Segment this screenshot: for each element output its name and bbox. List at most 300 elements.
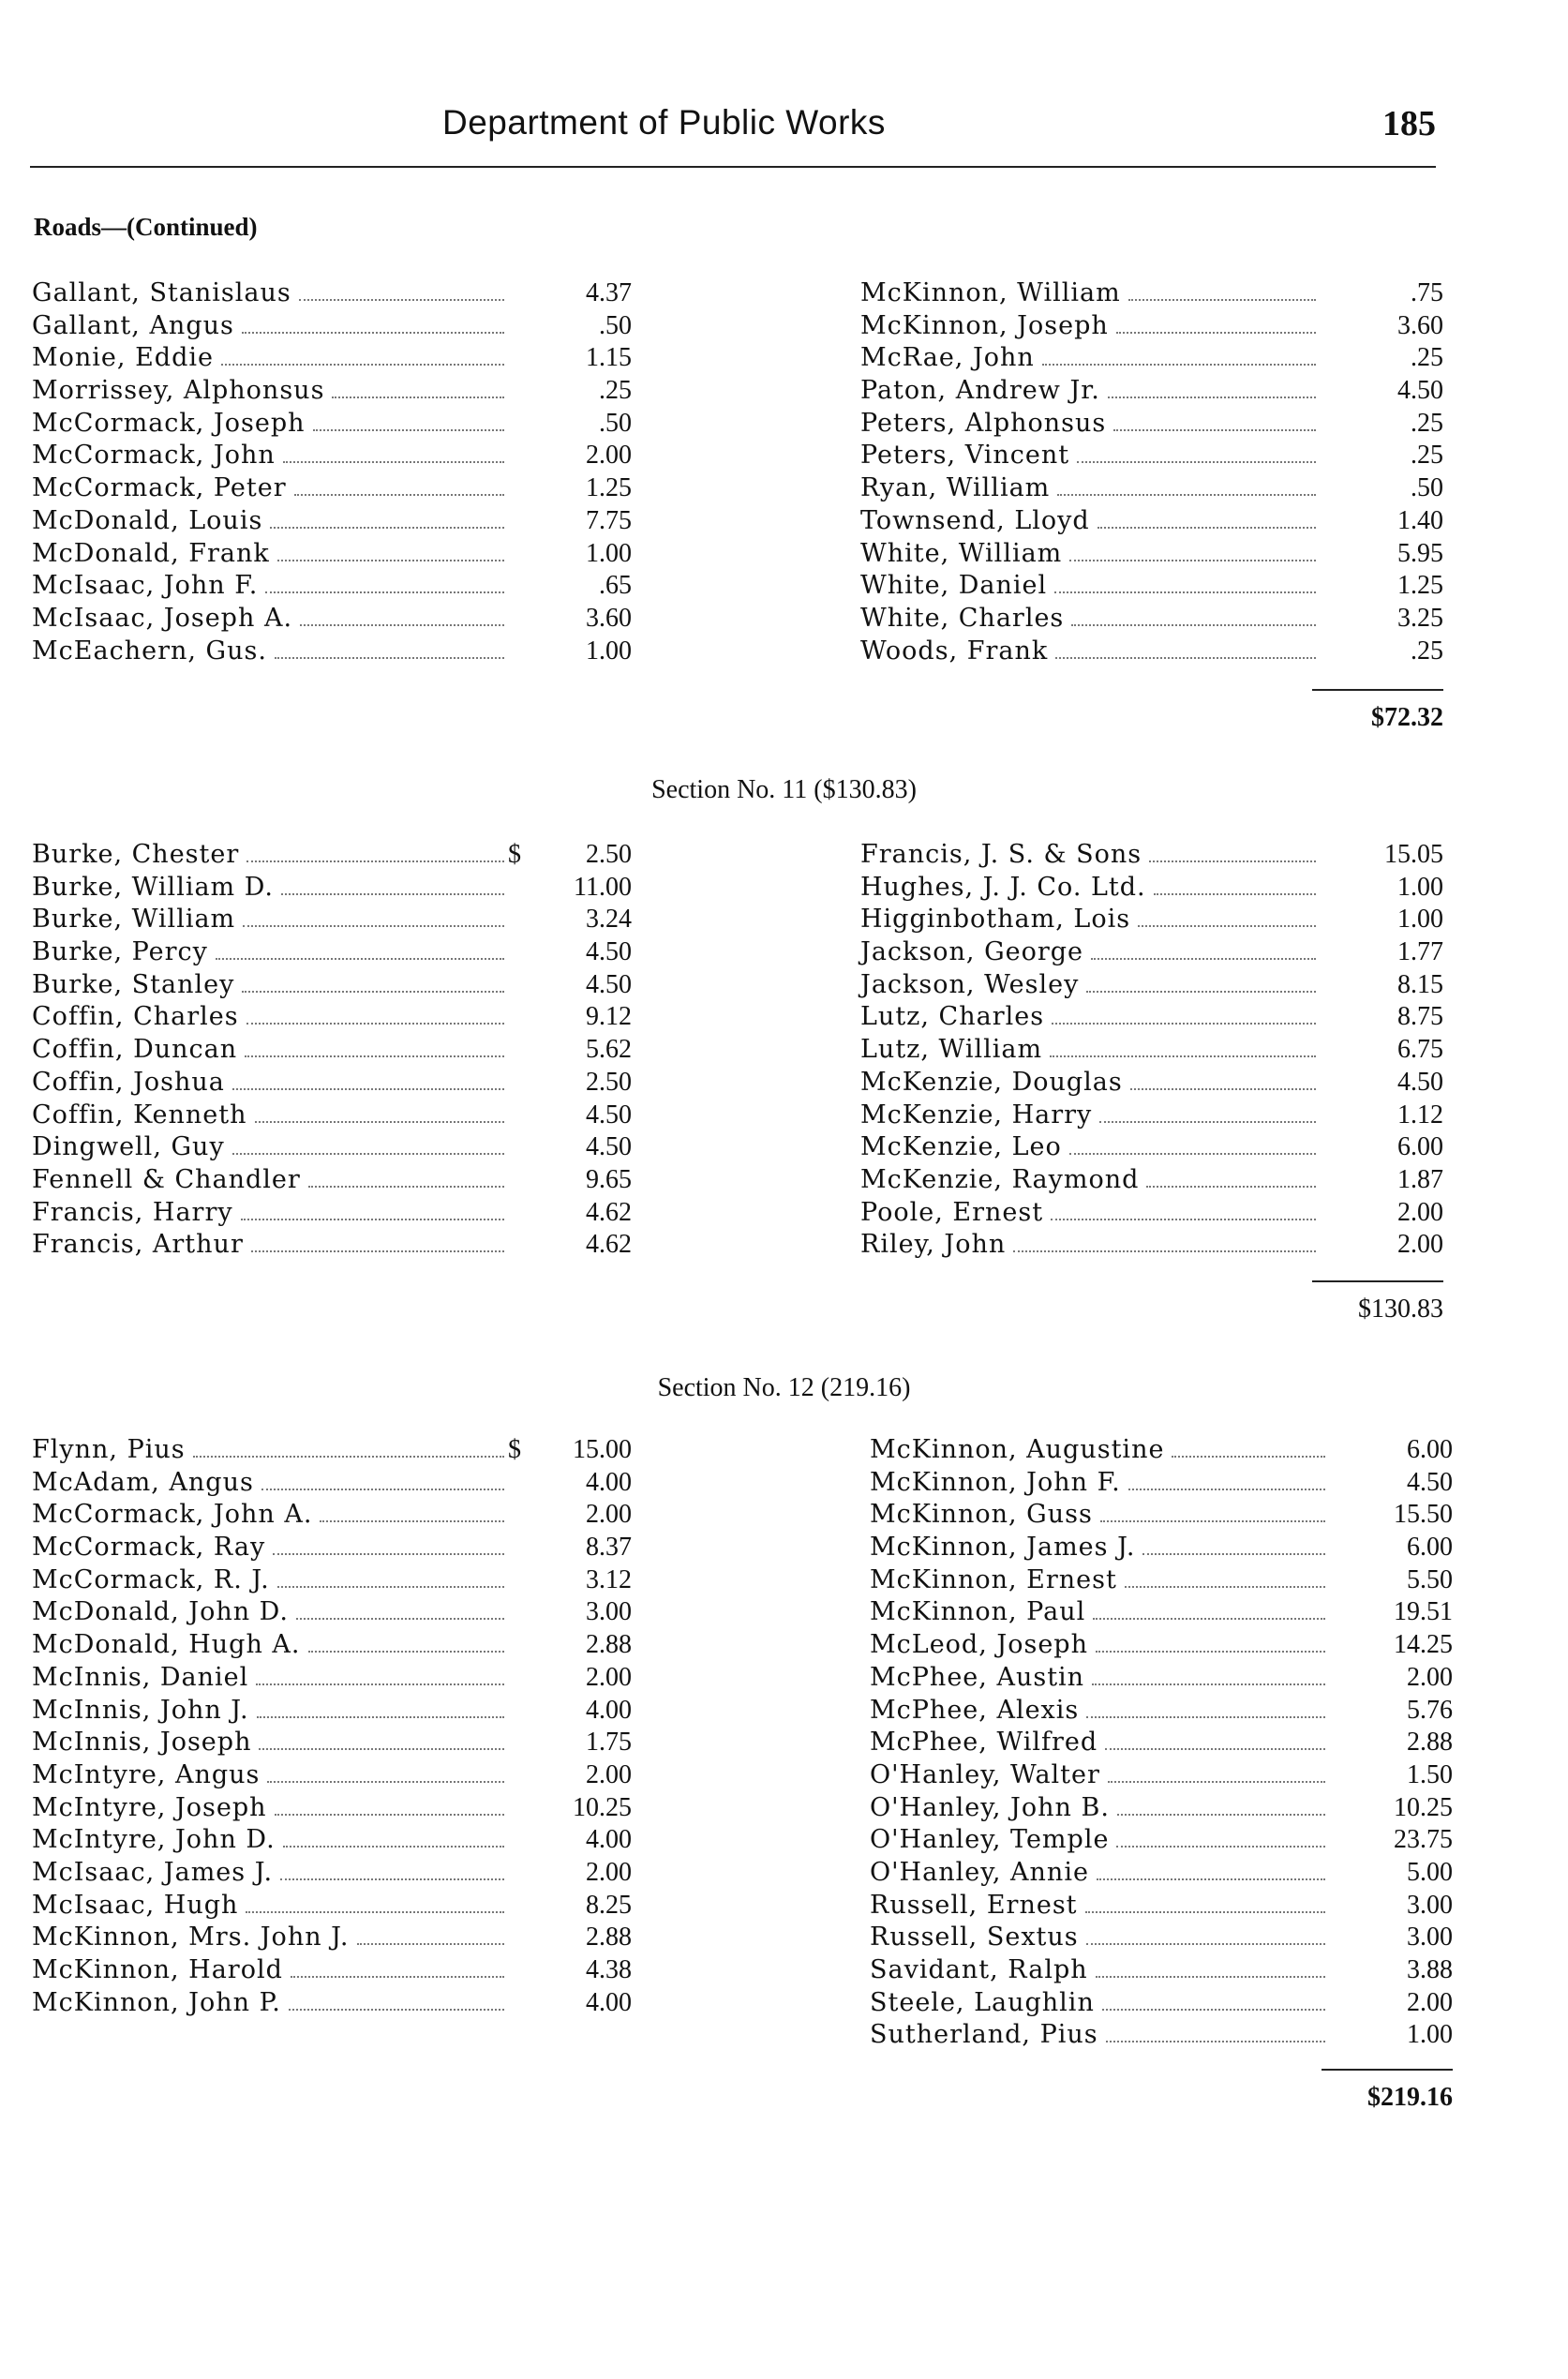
payment-amount: 1.00 [586,636,632,666]
payee-name: McKinnon, Guss [870,1500,1093,1530]
ledger-row [860,905,1443,937]
ledger-row [32,1825,632,1858]
payee-name: Francis, Harry [32,1197,233,1227]
payee-name: Coffin, Duncan [32,1035,238,1065]
payment-amount: 1.40 [1397,505,1443,535]
ledger-row [32,1793,632,1826]
payment-amount: 1.00 [1397,872,1443,902]
payee-name: Sutherland, Pius [870,2020,1098,2050]
payee-name: Dingwell, Guy [32,1132,225,1162]
payee-name: Coffin, Joshua [32,1067,225,1097]
dot-leader [1055,657,1316,659]
payment-amount: 2.88 [586,1630,632,1660]
payment-amount: 2.00 [1407,1662,1453,1692]
payee-name: McIntyre, Joseph [32,1792,267,1822]
ledger-row [870,1728,1453,1760]
payee-name: McKenzie, Leo [860,1132,1062,1162]
payee-name: McKinnon, James J. [870,1533,1136,1563]
dollar-sign: $ [508,840,521,869]
ledger-row [870,1533,1453,1565]
payment-amount: 3.25 [1397,603,1443,633]
payment-amount: 1.15 [586,343,632,373]
payee-name: McKinnon, Mrs. John J. [32,1923,350,1953]
payee-name: O'Hanley, Temple [870,1825,1110,1855]
dot-leader [251,1250,504,1252]
ledger-row [32,1760,632,1793]
ledger-row [870,1597,1453,1630]
ledger-row [32,1500,632,1533]
dot-leader [1096,1651,1325,1653]
ledger-row [32,1468,632,1501]
ledger-row [32,1100,632,1133]
dot-leader [232,1153,504,1155]
dot-leader [1125,1586,1325,1588]
section-11-total-rule [1312,1280,1443,1282]
ledger-row [860,473,1443,506]
section-12-total: $219.16 [1367,2083,1453,2112]
payment-amount: 4.37 [586,278,632,307]
payment-amount: 6.00 [1407,1533,1453,1563]
payment-amount: 3.12 [586,1564,632,1594]
dot-leader [277,1586,504,1588]
dot-leader [320,1520,504,1522]
dot-leader [1086,1716,1325,1718]
dot-leader [299,299,504,301]
payee-name: Peters, Alphonsus [860,408,1107,438]
dot-leader [1085,1911,1325,1913]
payment-amount: 5.00 [1407,1857,1453,1887]
payee-name: McIsaac, Hugh [32,1890,239,1920]
dot-leader [1096,1976,1325,1978]
payee-name: Jackson, Wesley [860,969,1080,999]
payee-name: McKinnon, Augustine [870,1435,1165,1464]
payee-name: McKinnon, John P. [32,1987,281,2017]
payment-amount: 2.50 [586,840,632,869]
payee-name: McInnis, John J. [32,1695,249,1725]
dot-leader [291,1976,504,1978]
ledger-row [860,1100,1443,1133]
payee-name: Fennell & Chandler [32,1164,301,1194]
ledger-row [860,1230,1443,1263]
payee-name: McEachern, Gus. [32,636,267,666]
payee-name: Burke, Stanley [32,969,235,999]
payee-name: Woods, Frank [860,636,1049,666]
payment-amount: 1.12 [1397,1100,1443,1130]
dot-leader [1071,624,1316,626]
payment-amount: 2.00 [586,1500,632,1530]
ledger-row [870,1891,1453,1923]
dot-leader [1142,1553,1325,1555]
dot-leader [246,860,504,862]
payment-amount: 1.00 [586,538,632,568]
payment-amount: 8.37 [586,1533,632,1563]
ledger-row [32,1858,632,1891]
dollar-sign: $ [508,1435,521,1464]
payment-amount: 4.00 [586,1987,632,2017]
payee-name: Steele, Laughlin [870,1987,1095,2017]
payment-amount: 1.77 [1397,937,1443,967]
payee-name: McDonald, Frank [32,538,270,568]
payee-name: White, William [860,538,1063,568]
payee-name: McCormack, Joseph [32,408,306,438]
payment-amount: 1.75 [586,1728,632,1758]
payment-amount: 4.38 [586,1955,632,1984]
ledger-row [860,311,1443,344]
payee-name: Townsend, Lloyd [860,505,1090,535]
dot-leader [1054,591,1316,593]
dot-leader [294,494,504,496]
payee-name: Lutz, Charles [860,1002,1045,1032]
payment-amount: 5.50 [1407,1564,1453,1594]
ledger-row [870,1500,1453,1533]
payee-name: Francis, Arthur [32,1230,244,1260]
payment-amount: 10.25 [1394,1792,1453,1822]
payee-name: McInnis, Joseph [32,1728,252,1758]
ledger-row [32,1435,632,1468]
ledger-row [32,1230,632,1263]
dot-leader [280,1878,504,1880]
ledger-row [870,1760,1453,1793]
payee-name: McCormack, John A. [32,1500,313,1530]
payee-name: Burke, Percy [32,937,208,967]
dot-leader [1091,958,1316,960]
dot-leader [1050,1055,1316,1057]
payee-name: Paton, Andrew Jr. [860,376,1100,406]
dot-leader [1154,893,1316,895]
ledger-row [860,1068,1443,1100]
payee-name: McKenzie, Douglas [860,1067,1123,1097]
ledger-row [32,1955,632,1988]
payee-name: Francis, J. S. & Sons [860,840,1142,869]
dot-leader [332,396,504,398]
ledger-row [860,1035,1443,1068]
ledger-row [32,636,632,669]
dot-leader [1105,1748,1325,1750]
payee-name: Lutz, William [860,1035,1043,1065]
ledger-row [860,539,1443,572]
dot-leader [273,1553,504,1555]
ledger-row [860,840,1443,873]
section-12-right-column [870,1435,1453,2053]
part1-right-column [860,278,1443,668]
ledger-row [870,1696,1453,1728]
dot-leader [1130,1088,1316,1090]
dot-leader [283,1846,504,1848]
payee-name: Ryan, William [860,473,1051,503]
header-rule [30,166,1436,168]
dot-leader [308,1651,504,1653]
payment-amount: 1.25 [1397,571,1443,601]
dot-leader [245,1055,504,1057]
ledger-row [32,1533,632,1565]
payment-amount: 3.00 [586,1597,632,1627]
ledger-row [32,473,632,506]
payment-amount: 2.00 [1397,1230,1443,1260]
payment-amount: 1.87 [1397,1164,1443,1194]
dot-leader [257,1716,504,1718]
payment-amount: 23.75 [1394,1825,1453,1855]
payee-name: Burke, Chester [32,840,240,869]
dot-leader [241,1219,504,1220]
section-12-title: Section No. 12 (219.16) [657,1373,911,1402]
payee-name: McIntyre, Angus [32,1759,261,1789]
ledger-row [860,873,1443,905]
dot-leader [1100,1520,1325,1522]
payment-amount: 2.50 [586,1067,632,1097]
payment-amount: 8.15 [1397,969,1443,999]
ledger-row [870,1630,1453,1663]
payee-name: Morrissey, Alphonsus [32,376,325,406]
ledger-row [32,1068,632,1100]
ledger-row [32,1728,632,1760]
payee-name: McCormack, R. J. [32,1564,270,1594]
dot-leader [1172,1456,1325,1458]
payee-name: McDonald, Louis [32,505,263,535]
ledger-row [32,343,632,376]
dot-leader [1051,1219,1316,1220]
ledger-row [870,1825,1453,1858]
ledger-row [860,571,1443,604]
section-11-left-column [32,840,632,1263]
dot-leader [242,332,504,334]
dot-leader [275,1814,504,1816]
payment-amount: 5.76 [1407,1695,1453,1725]
payment-amount: 6.75 [1397,1035,1443,1065]
payment-amount: .50 [599,310,632,340]
ledger-row [32,409,632,441]
ledger-row [870,1988,1453,2021]
section-11-right-column [860,840,1443,1263]
ledger-row [870,1793,1453,1826]
payment-amount: 4.50 [1407,1467,1453,1497]
ledger-row [860,1198,1443,1231]
page-number: 185 [1382,104,1436,143]
dot-leader [313,429,504,431]
payment-amount: 10.25 [573,1792,632,1822]
payee-name: McPhee, Wilfred [870,1728,1098,1758]
payee-name: McCormack, Peter [32,473,287,503]
section-heading: Roads—(Continued) [34,213,258,241]
payment-amount: .25 [1411,441,1443,471]
ledger-row [32,1988,632,2021]
payment-amount: 15.05 [1384,840,1443,869]
ledger-row [32,1923,632,1955]
payee-name: McKinnon, Joseph [860,310,1109,340]
ledger-row [32,1630,632,1663]
dot-leader [255,1121,504,1123]
dot-leader [1116,1846,1325,1848]
payee-name: Monie, Eddie [32,343,214,373]
dot-leader [1097,1878,1325,1880]
dot-leader [308,1186,504,1188]
ledger-row [860,506,1443,539]
payment-amount: 2.00 [586,1857,632,1887]
ledger-row [32,571,632,604]
dot-leader [243,925,504,927]
payment-amount: 2.88 [586,1923,632,1953]
ledger-row [32,506,632,539]
dot-leader [1093,1618,1325,1620]
ledger-row [32,1597,632,1630]
dot-leader [1069,1153,1316,1155]
dot-leader [1108,1781,1325,1783]
payment-amount: 3.00 [1407,1890,1453,1920]
dot-leader [1077,461,1316,463]
payee-name: Burke, William [32,905,236,935]
payment-amount: 1.00 [1407,2020,1453,2050]
payee-name: McAdam, Angus [32,1467,254,1497]
dot-leader [1086,991,1316,993]
payee-name: Gallant, Stanislaus [32,278,291,307]
ledger-row [32,1165,632,1198]
ledger-row [32,278,632,311]
payee-name: White, Charles [860,603,1065,633]
ledger-row [860,1132,1443,1165]
ledger-row [870,1565,1453,1598]
payment-amount: .65 [599,571,632,601]
dot-leader [1057,494,1316,496]
payment-amount: 4.50 [586,1132,632,1162]
ledger-row [860,343,1443,376]
ledger-row [860,636,1443,669]
dot-leader [1086,1943,1325,1945]
payee-name: McCormack, Ray [32,1533,266,1563]
page-header [30,103,1436,159]
ledger-row [32,1132,632,1165]
dot-leader [1128,299,1316,301]
payment-amount: 9.12 [586,1002,632,1032]
ledger-row [32,840,632,873]
dot-leader [1149,860,1316,862]
payee-name: McKinnon, John F. [870,1467,1121,1497]
payment-amount: 8.75 [1397,1002,1443,1032]
payment-amount: 4.50 [586,969,632,999]
page-title: Department of Public Works [442,103,886,142]
ledger-row [32,1002,632,1035]
ledger-row [32,937,632,970]
payee-name: Jackson, George [860,937,1084,967]
dot-leader [289,2009,504,2011]
payee-name: McKinnon, Harold [32,1955,283,1984]
dot-leader [259,1748,504,1750]
dot-leader [300,624,504,626]
ledger-row [870,1663,1453,1696]
payee-name: Coffin, Charles [32,1002,239,1032]
ledger-row [870,1435,1453,1468]
dot-leader [1052,1023,1316,1025]
payment-amount: 15.50 [1394,1500,1453,1530]
ledger-row [860,1002,1443,1035]
ledger-row [32,873,632,905]
payee-name: McKinnon, Ernest [870,1564,1117,1594]
payment-amount: .50 [1411,473,1443,503]
dot-leader [1106,2041,1325,2042]
ledger-row [32,441,632,473]
payee-name: McLeod, Joseph [870,1630,1088,1660]
payment-amount: 4.62 [586,1230,632,1260]
payee-name: O'Hanley, John B. [870,1792,1110,1822]
dot-leader [270,527,504,529]
dot-leader [1013,1250,1316,1252]
payment-amount: 2.00 [1407,1987,1453,2017]
section-11-title: Section No. 11 ($130.83) [651,775,917,804]
dot-leader [1099,1121,1316,1123]
payment-amount: 3.60 [1397,310,1443,340]
payment-amount: .50 [599,408,632,438]
payee-name: O'Hanley, Annie [870,1857,1089,1887]
payment-amount: 19.51 [1394,1597,1453,1627]
ledger-row [860,937,1443,970]
ledger-row [860,604,1443,636]
payee-name: McDonald, Hugh A. [32,1630,301,1660]
ledger-row [870,1923,1453,1955]
ledger-row [860,376,1443,409]
payment-amount: 3.00 [1407,1923,1453,1953]
dot-leader [1117,1814,1325,1816]
dot-leader [1108,396,1316,398]
dot-leader [1102,2009,1325,2011]
payee-name: Coffin, Kenneth [32,1100,247,1130]
dot-leader [1069,560,1316,561]
payee-name: Savidant, Ralph [870,1955,1088,1984]
payment-amount: .25 [1411,343,1443,373]
ledger-row [32,1663,632,1696]
payee-name: O'Hanley, Walter [870,1759,1100,1789]
payment-amount: 4.00 [586,1695,632,1725]
ledger-row [860,441,1443,473]
payee-name: Peters, Vincent [860,441,1070,471]
section-12-left-column [32,1435,632,2020]
ledger-row [32,604,632,636]
payment-amount: 14.25 [1394,1630,1453,1660]
payee-name: McKinnon, Paul [870,1597,1086,1627]
section-12-total-rule [1322,2069,1453,2071]
payment-amount: 1.25 [586,473,632,503]
payment-amount: 11.00 [574,872,632,902]
payee-name: Poole, Ernest [860,1197,1044,1227]
payment-amount: .25 [1411,636,1443,666]
dot-leader [232,1088,504,1090]
payee-name: McKenzie, Harry [860,1100,1093,1130]
payment-amount: 2.00 [586,1759,632,1789]
payment-amount: 7.75 [586,505,632,535]
payee-name: Gallant, Angus [32,310,234,340]
payee-name: Burke, William D. [32,872,275,902]
ledger-row [32,1565,632,1598]
payee-name: McPhee, Austin [870,1662,1085,1692]
payee-name: McCormack, John [32,441,276,471]
payment-amount: 4.62 [586,1197,632,1227]
dot-leader [283,461,504,463]
dot-leader [1042,364,1316,366]
payment-amount: 4.00 [586,1467,632,1497]
section-11-total: $130.83 [1358,1294,1443,1324]
payee-name: McDonald, John D. [32,1597,289,1627]
ledger-row [32,539,632,572]
payment-amount: .25 [1411,408,1443,438]
payee-name: McRae, John [860,343,1035,373]
ledger-row [32,1891,632,1923]
payment-amount: 4.50 [1397,376,1443,406]
part1-total: $72.32 [1371,703,1443,732]
payee-name: Riley, John [860,1230,1007,1260]
dot-leader [281,893,504,895]
payee-name: McIsaac, Joseph A. [32,603,293,633]
payee-name: McKinnon, William [860,278,1121,307]
payee-name: McIsaac, James J. [32,1857,274,1887]
part1-left-column [32,278,632,668]
payment-amount: 3.88 [1407,1955,1453,1984]
